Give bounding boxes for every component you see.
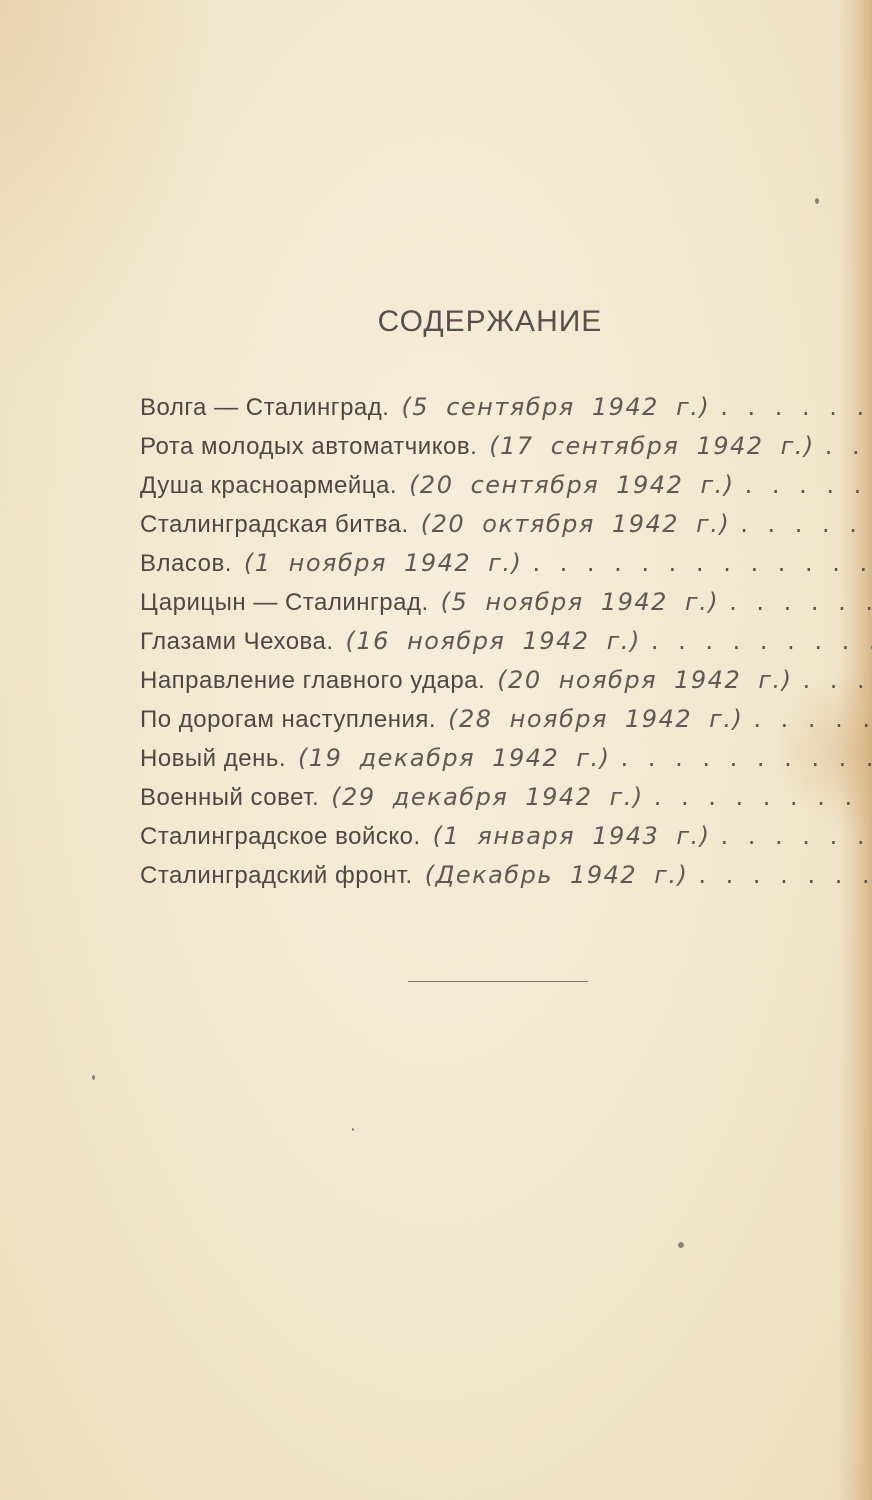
toc-entry-date: (1 января 1943 г.)	[432, 822, 711, 850]
toc-entry-title: Военный совет.	[140, 784, 320, 811]
toc-entry-title: Глазами Чехова.	[140, 628, 334, 655]
table-of-contents	[140, 388, 872, 895]
dot-leader	[740, 505, 872, 544]
toc-entry-date: (Декабрь 1942 г.)	[424, 861, 689, 889]
toc-entry-date: (28 ноября 1942 г.)	[448, 705, 744, 733]
toc-entry	[140, 739, 872, 778]
toc-entry-date: (5 сентября 1942 г.)	[401, 393, 711, 421]
dot-leader	[729, 583, 872, 622]
toc-entry-title: Сталинградское войско.	[140, 823, 421, 850]
toc-entry-date: (29 декабря 1942 г.)	[331, 783, 644, 811]
toc-entry	[140, 427, 872, 466]
toc-entry-date: (5 ноября 1942 г.)	[440, 588, 720, 616]
toc-entry-date: (20 ноября 1942 г.)	[497, 666, 793, 694]
toc-entry-title: Сталинградский фронт.	[140, 862, 413, 889]
toc-entry-date: (19 декабря 1942 г.)	[298, 744, 611, 772]
toc-entry-title: Рота молодых автоматчиков.	[140, 433, 478, 460]
toc-entry	[140, 661, 872, 700]
paper-speck	[678, 1242, 684, 1248]
dot-leader	[621, 739, 872, 778]
toc-entry-title: Сталинградская битва.	[140, 511, 409, 538]
toc-entry-date: (20 октября 1942 г.)	[420, 510, 731, 538]
dot-leader	[532, 544, 872, 583]
toc-entry	[140, 622, 872, 661]
toc-entry	[140, 817, 872, 856]
dot-leader	[720, 388, 872, 427]
toc-entry	[140, 778, 872, 817]
toc-entry	[140, 583, 872, 622]
toc-entry	[140, 466, 872, 505]
page-title: СОДЕРЖАНИЕ	[377, 305, 603, 338]
dot-leader	[651, 622, 872, 661]
dot-leader	[753, 700, 872, 739]
toc-entry	[140, 388, 872, 427]
dot-leader	[698, 856, 872, 895]
closing-rule	[408, 981, 588, 982]
toc-entry-date: (17 сентября 1942 г.)	[489, 432, 815, 460]
toc-entry	[140, 505, 872, 544]
toc-entry-title: По дорогам наступления.	[140, 706, 437, 733]
dot-leader	[654, 778, 872, 817]
paper-speck	[815, 198, 819, 204]
toc-entry-date: (20 сентября 1942 г.)	[409, 471, 735, 499]
paper-speck	[352, 1128, 354, 1131]
toc-entry-title: Новый день.	[140, 745, 287, 772]
toc-entry-date: (1 ноября 1942 г.)	[243, 549, 523, 577]
dot-leader	[745, 466, 872, 505]
toc-entry-date: (16 ноября 1942 г.)	[345, 627, 641, 655]
toc-entry	[140, 544, 872, 583]
toc-entry	[140, 856, 872, 895]
dot-leader	[721, 817, 872, 856]
toc-entry	[140, 700, 872, 739]
toc-entry-title: Власов.	[140, 550, 232, 577]
dot-leader	[825, 427, 872, 466]
paper-speck	[92, 1075, 95, 1080]
toc-entry-title: Царицын — Сталинград.	[140, 589, 429, 616]
dot-leader	[802, 661, 872, 700]
toc-entry-title: Волга — Сталинград.	[140, 394, 390, 421]
toc-entry-title: Душа красноармейца.	[140, 472, 398, 499]
toc-entry-title: Направление главного удара.	[140, 667, 486, 694]
